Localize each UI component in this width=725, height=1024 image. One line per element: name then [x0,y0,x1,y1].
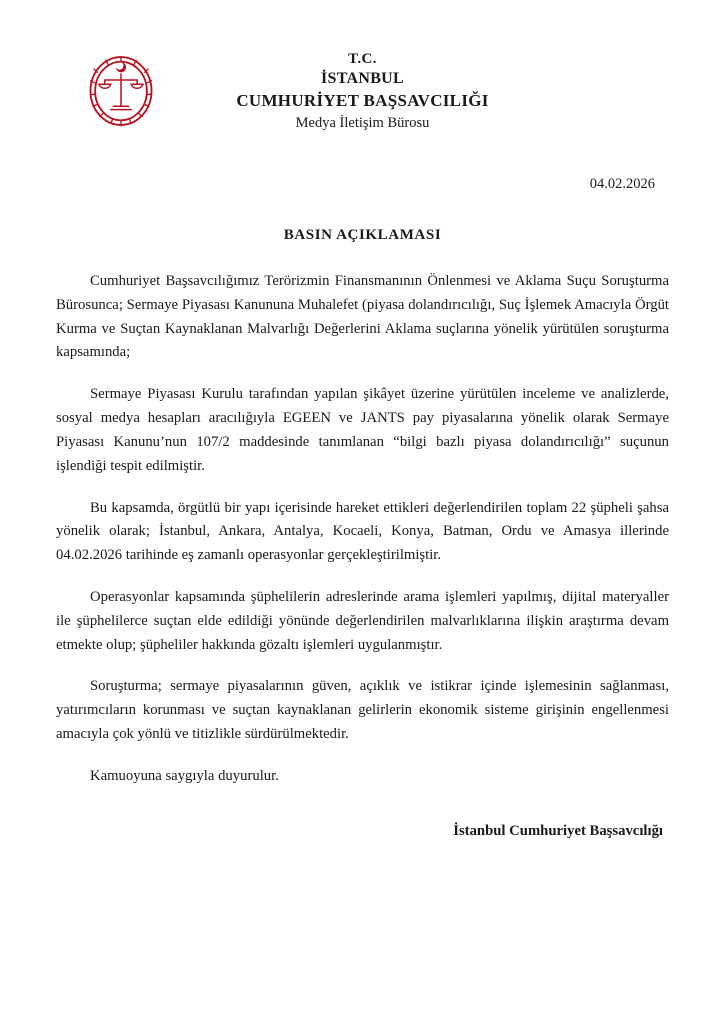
paragraph: Sermaye Piyasası Kurulu tarafından yapılan şikâyet üzerine yürütülen inceleme ve analizlerde, sosyal medya hesapları aracılığıyla EGEEN ve JANTS pay piyasalarına yönelik olarak Sermaye Piyasası Kanunu’nun 107/2 maddesinde tanımlanan “bilgi bazlı piyasa dolandırıcılığı” suçunun işlendiği tespit edilmiştir. [56,386,669,474]
page-title: BASIN AÇIKLAMASI [283,227,442,243]
paragraph: Bu kapsamda, örgütlü bir yapı içerisinde hareket ettikleri değerlendirilen toplam 22 şüpheli şahsa yönelik olarak; İstanbul, Ankara, Antalya, Kocaeli, Konya, Batman, Ordu ve Amasya illerinde 04.02.2026 tarihinde eş zamanlı operasyonlar gerçekleştirilmiştir. [56,499,669,564]
paragraph: Cumhuriyet Başsavcılığımız Terörizmin Finansmanının Önlenmesi ve Aklama Suçu Soruşturma Bürosunca; Sermaye Piyasası Kanununa Muhalefet (piyasa dolandırıcılığı, Suç İşlemek Amacıyla Örgüt Kurma ve Suçtan Kaynaklanan Malvarlığı Değerlerini Aklama suçlarına yönelik yürütülen soruşturma kapsamında; [56,273,669,361]
turkish-republic-emblem-icon [78,52,164,130]
header-line-bureau: Medya İletişim Bürosu [295,114,430,131]
paragraph: Operasyonlar kapsamında şüphelilerin adreslerinde arama işlemleri yapılmış, dijital materyaller ile şüphelilerce suçtan elde edildiği yönünde değerlendirilen malvarlıklarına ilişkin araştırma devam etmekte olup; şüpheliler hakkında gözaltı işlemleri uygulanmıştır. [56,588,669,653]
paragraph-closing: Kamuoyuna saygıyla duyurulur. [90,767,279,784]
header-line-tc: T.C. [348,51,377,67]
document-date: 04.02.2026 [589,176,655,192]
document-header [56,44,669,130]
document-signature: İstanbul Cumhuriyet Başsavcılığı [453,822,663,839]
document-body [56,270,669,789]
header-line-city: İSTANBUL [320,69,405,87]
paragraph: Soruşturma; sermaye piyasalarının güven, açıklık ve istikrar içinde işlemesinin sağlanması, yatırımcıların korunması ve suçtan kaynaklanan gelirlerin ekonomik sisteme girişinin engellenmesi amacıyla çok yönlü ve titizlikle sürdürülmektedir. [56,678,669,742]
header-line-office: CUMHURİYET BAŞSAVCILIĞI [236,90,489,110]
